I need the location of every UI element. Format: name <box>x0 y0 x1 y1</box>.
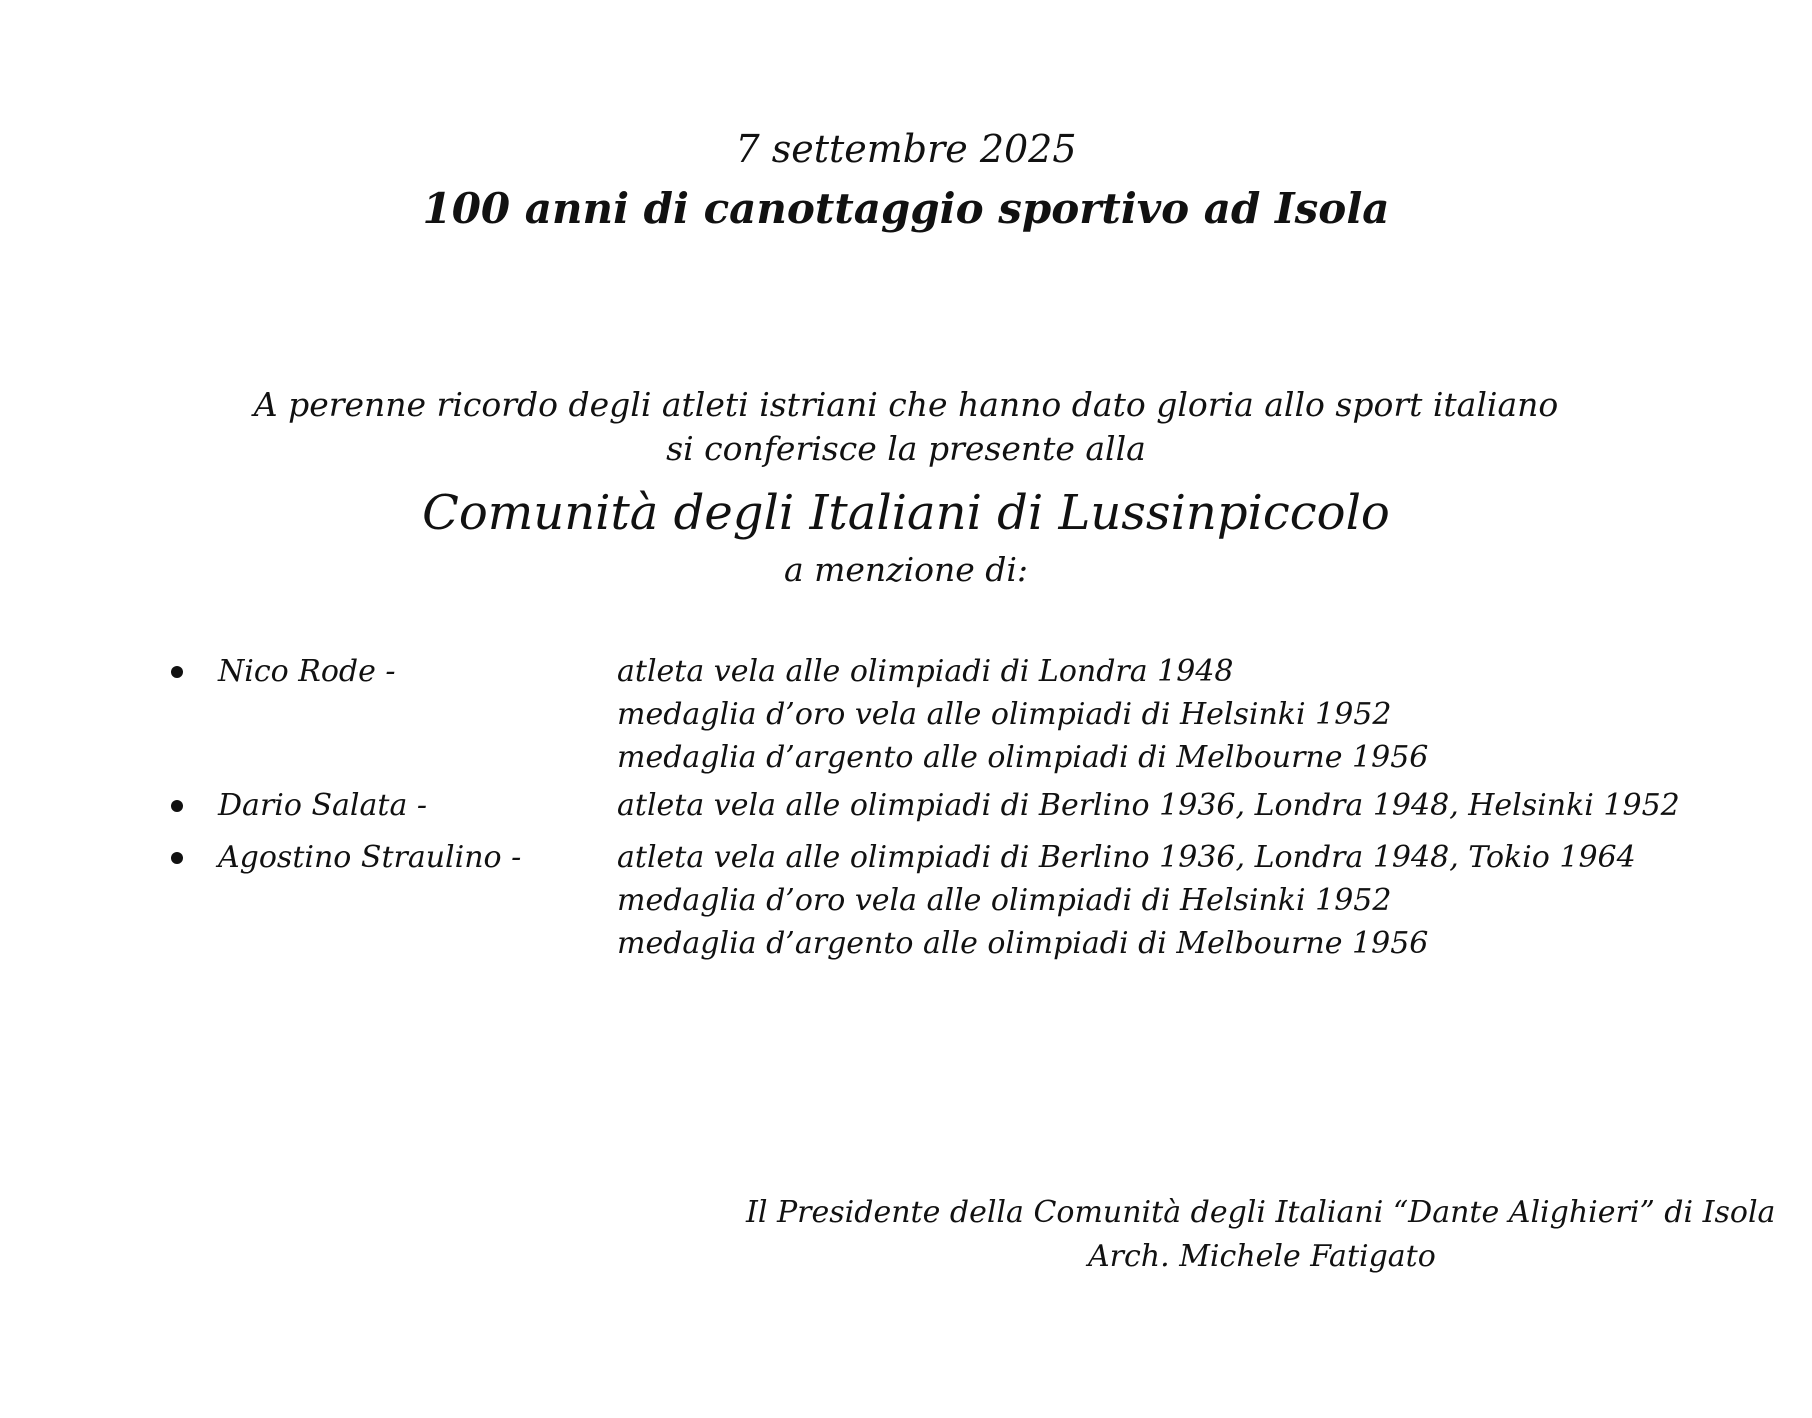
athlete-name: Nico Rode - <box>218 654 396 689</box>
recipient-name: Comunità degli Italiani di Lussinpiccolo <box>422 485 1390 541</box>
athlete-name: Agostino Straulino - <box>218 840 522 875</box>
athlete-achievement: medaglia d’oro vela alle olimpiadi di Helsinki 1952 <box>617 883 1392 918</box>
bullet-icon <box>171 852 183 864</box>
dedication-text: A perenne ricordo degli atleti istriani che hanno dato gloria allo sport italiano <box>253 385 1559 424</box>
athlete-achievement: atleta vela alle olimpiadi di Londra 1948 <box>617 654 1234 689</box>
athlete-achievement: atleta vela alle olimpiadi di Berlino 1936, Londra 1948, Helsinki 1952 <box>617 788 1680 823</box>
bullet-icon <box>171 666 183 678</box>
date-line: 7 settembre 2025 <box>735 127 1077 171</box>
signature-name: Arch. Michele Fatigato <box>1088 1239 1436 1274</box>
athlete-achievement: medaglia d’argento alle olimpiadi di Melbourne 1956 <box>617 740 1429 775</box>
athlete-achievement: medaglia d’argento alle olimpiadi di Melbourne 1956 <box>617 926 1429 961</box>
bullet-icon <box>171 800 183 812</box>
athlete-achievement: medaglia d’oro vela alle olimpiadi di Helsinki 1952 <box>617 697 1392 732</box>
athlete-name: Dario Salata - <box>218 788 428 823</box>
conferral-text: si conferisce la presente alla <box>666 429 1146 468</box>
signature-title: Il Presidente della Comunità degli Italiani “Dante Alighieri” di Isola <box>746 1195 1776 1230</box>
athlete-achievement: atleta vela alle olimpiadi di Berlino 1936, Londra 1948, Tokio 1964 <box>617 840 1636 875</box>
main-title: 100 anni di canottaggio sportivo ad Isola <box>422 184 1390 233</box>
mention-text: a menzione di: <box>783 550 1029 589</box>
